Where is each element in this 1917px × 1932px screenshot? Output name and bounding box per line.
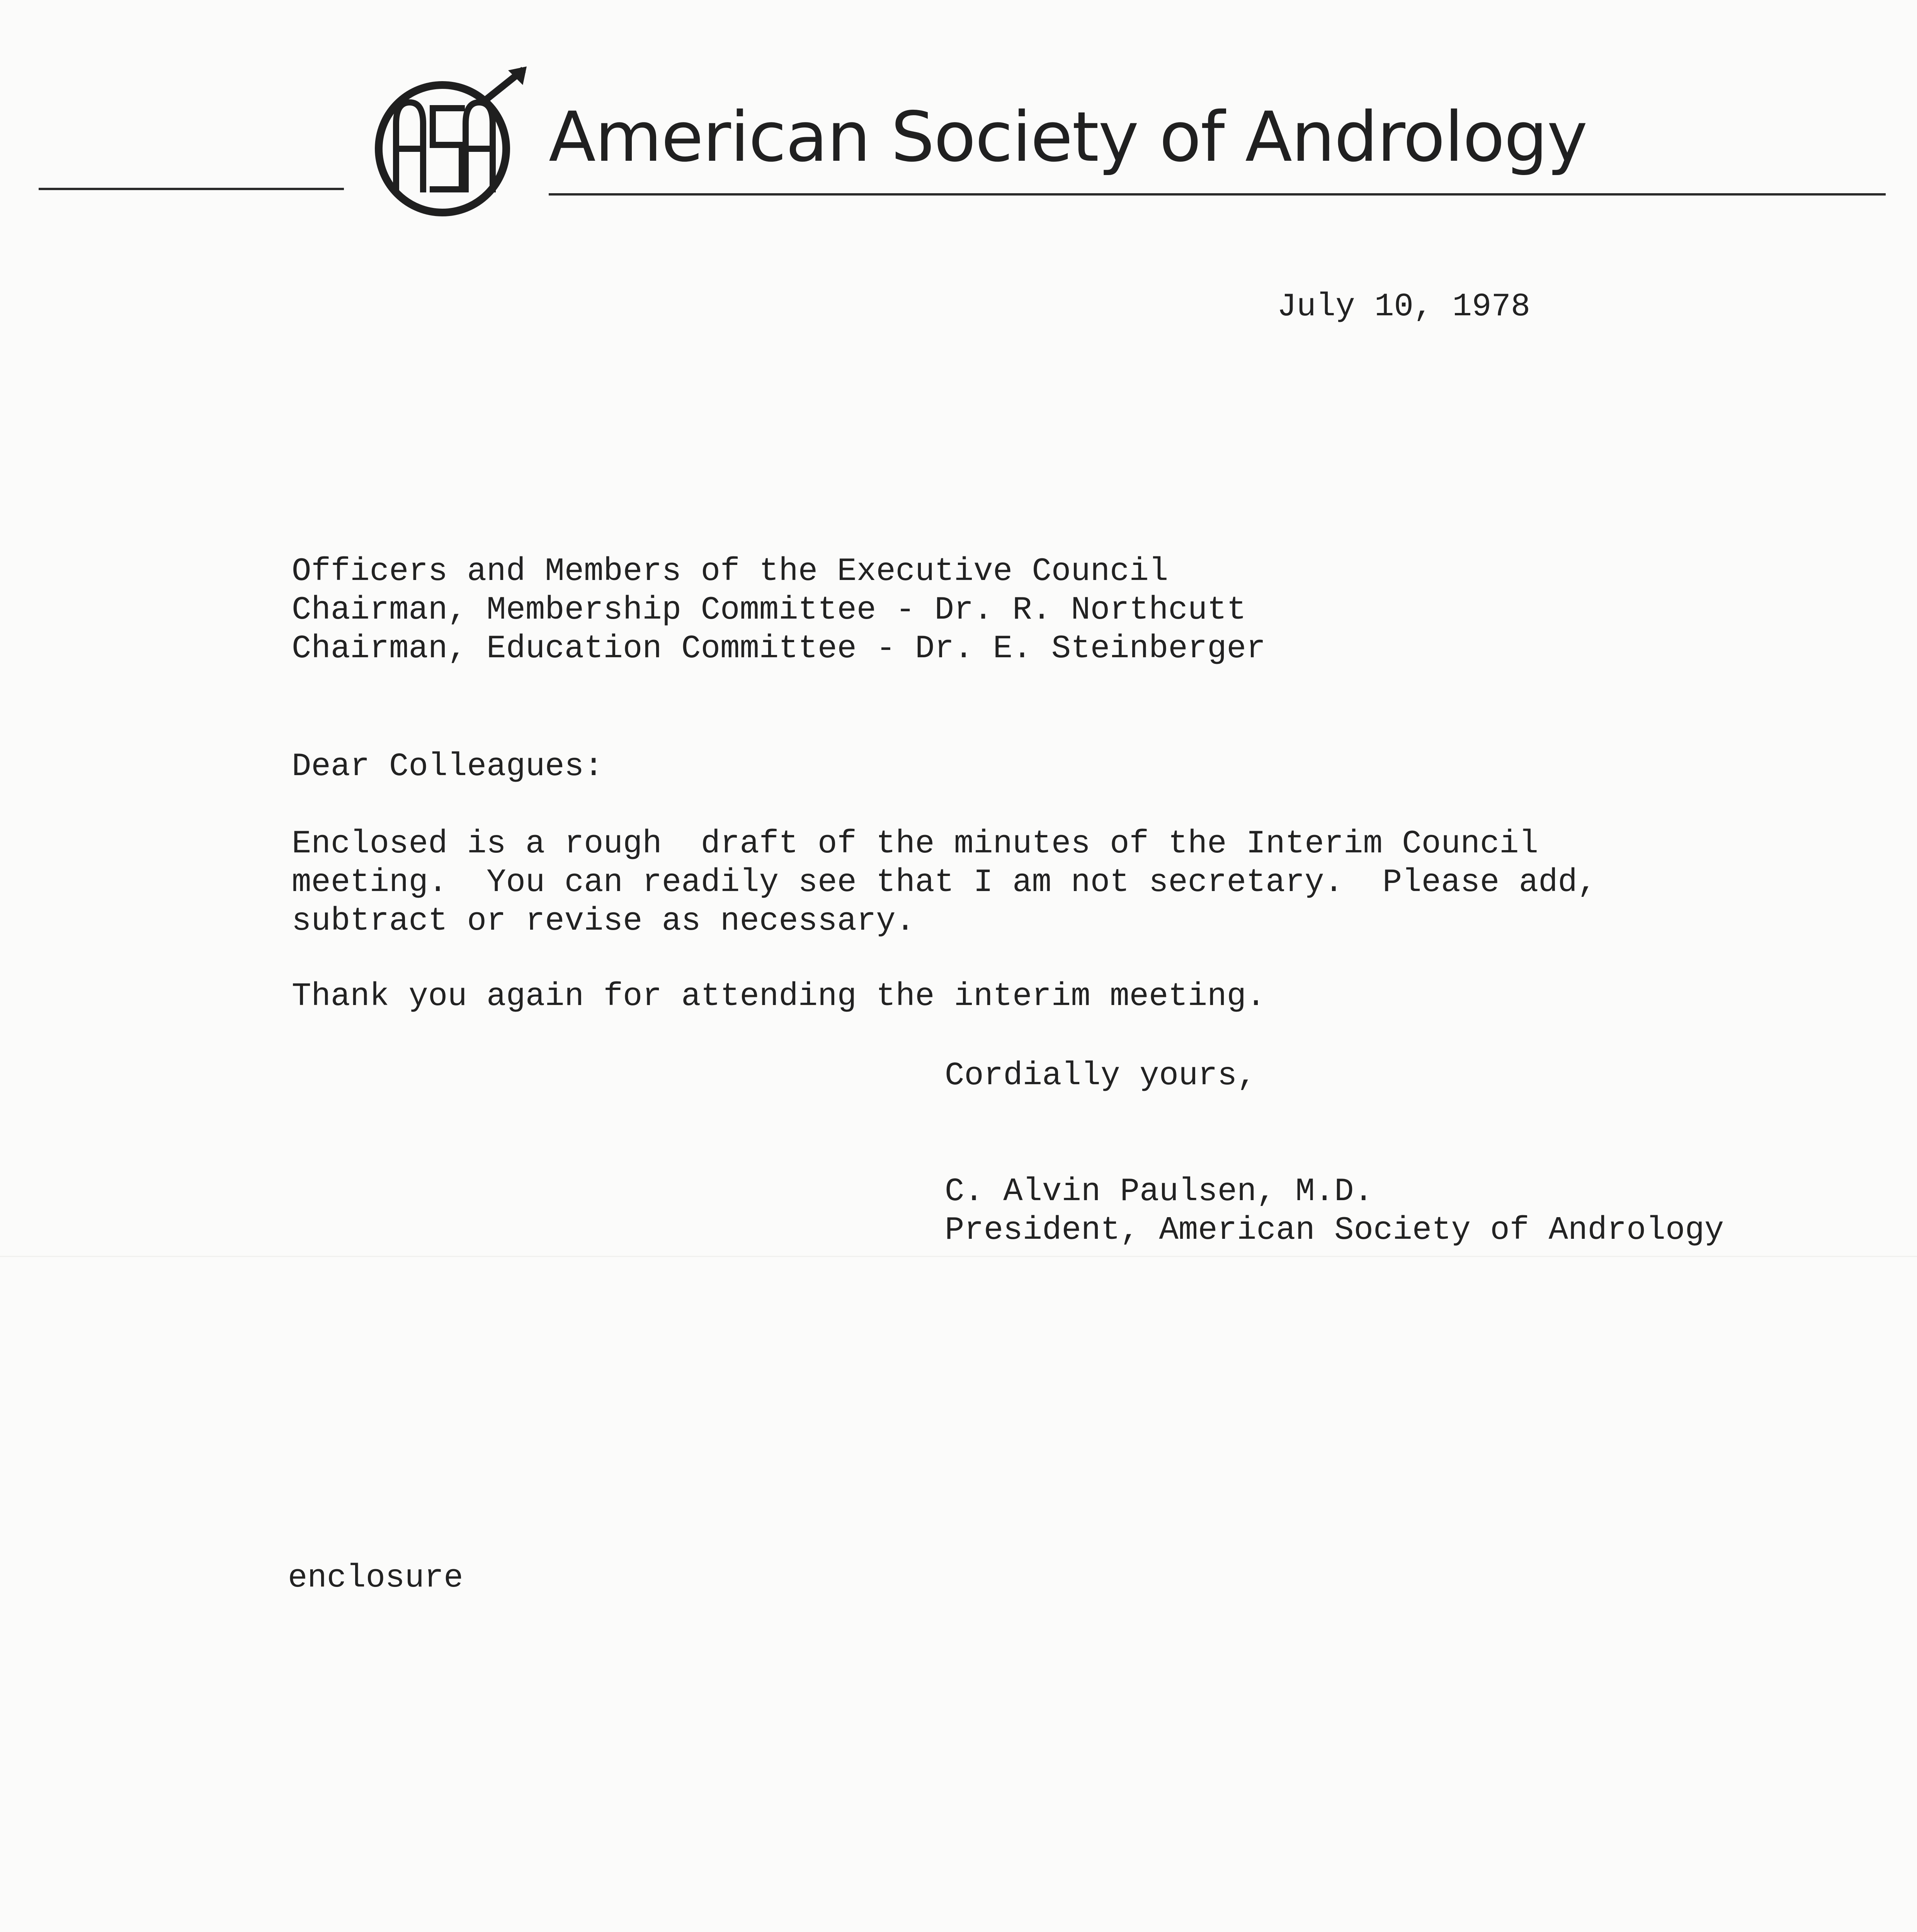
recipient-line: Officers and Members of the Executive Council	[292, 553, 1169, 590]
signature-name: C. Alvin Paulsen, M.D.	[945, 1173, 1373, 1210]
body-line: Enclosed is a rough draft of the minutes of the Interim Council	[292, 826, 1539, 862]
thanks-paragraph: Thank you again for attending the interim meeting.	[292, 978, 1266, 1015]
complimentary-closing: Cordially yours,	[945, 1058, 1257, 1094]
letterhead-rule-right	[549, 193, 1886, 196]
letterhead-rule-left	[39, 188, 344, 190]
body-paragraph	[292, 825, 1597, 941]
recipient-block	[292, 553, 1266, 668]
letter-date: July 10, 1978	[1277, 289, 1531, 325]
body-line: meeting. You can readily see that I am not secretary. Please add,	[292, 864, 1597, 901]
signature-title: President, American Society of Andrology	[945, 1212, 1724, 1249]
paper-fold-line	[0, 1256, 1917, 1257]
body-line: subtract or revise as necessary.	[292, 903, 915, 940]
asa-logo-icon	[369, 66, 531, 220]
enclosure-note: enclosure	[288, 1560, 463, 1597]
recipient-line: Chairman, Education Committee - Dr. E. Steinberger	[292, 631, 1266, 667]
salutation: Dear Colleagues:	[292, 748, 604, 785]
organization-name: American Society of Andrology	[549, 97, 1587, 177]
recipient-line: Chairman, Membership Committee - Dr. R. Northcutt	[292, 592, 1247, 629]
